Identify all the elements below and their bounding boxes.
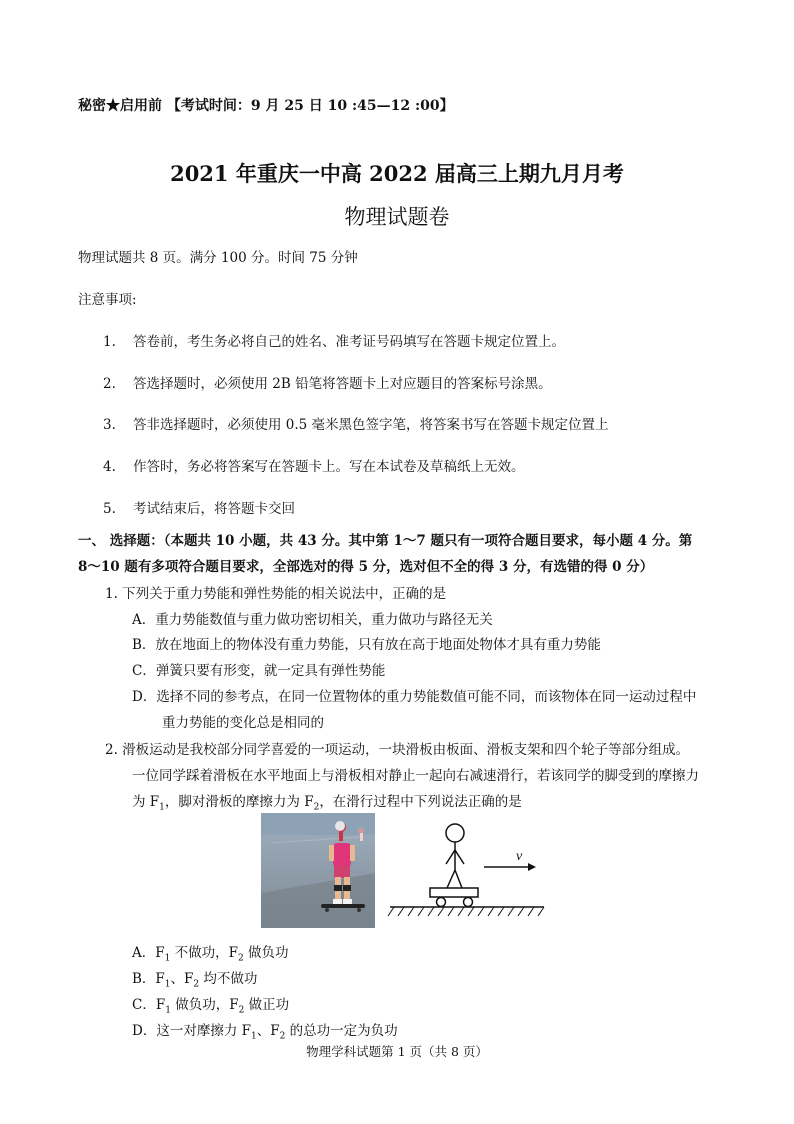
confidential-header: 秘密★启用前 【考试时间：9 月 25 日 10 :45—12 :00】 bbox=[78, 98, 454, 114]
exam-subtitle: 物理试题卷 bbox=[344, 205, 450, 229]
q1-option-d-cont: 重力势能的变化总是相同的 bbox=[162, 715, 324, 731]
exam-title: 2021 年重庆一中高 2022 届高三上期九月月考 bbox=[170, 161, 624, 186]
note-item bbox=[103, 330, 565, 350]
note-text: 考试结束后，将答题卡交回 bbox=[133, 501, 295, 517]
question-2-stem-cont2: 为 $F_1$，脚对滑板的摩擦力为 $F_2$，在滑行过程中下列说法正确的是 bbox=[132, 794, 522, 813]
note-number: 5. bbox=[103, 501, 116, 517]
note-text: 答非选择题时，必须使用 0.5 毫米黑色签字笔，将答案书写在答题卡规定位置上 bbox=[133, 417, 609, 433]
note-text: 答卷前，考生务必将自己的姓名、准考证号码填写在答题卡规定位置上。 bbox=[133, 334, 565, 350]
note-number: 1. bbox=[103, 334, 116, 350]
note-item bbox=[103, 455, 525, 475]
note-item bbox=[103, 372, 552, 392]
q1-option-c: C．弹簧只要有形变，就一定具有弹性势能 bbox=[132, 663, 386, 679]
section-heading: 一、 选择题：（本题共 10 小题，共 43 分。其中第 1～7 题只有一项符合题目要求，每小题 4 分。第 bbox=[78, 533, 693, 549]
q1-option-a: A．重力势能数值与重力做功密切相关，重力做功与路径无关 bbox=[132, 612, 493, 628]
notes-heading: 注意事项: bbox=[78, 292, 137, 308]
exam-info: 物理试题共 8 页。满分 100 分。时间 75 分钟 bbox=[78, 250, 358, 266]
q2-option-b: B．$F_1$、$F_2$ 均不做功 bbox=[132, 971, 258, 990]
q2-option-c: C．$F_1$ 做负功，$F_2$ 做正功 bbox=[132, 997, 290, 1016]
note-number: 4. bbox=[103, 459, 116, 475]
velocity-label: v bbox=[516, 849, 523, 864]
page-footer: 物理学科试题第 1 页（共 8 页） bbox=[306, 1044, 488, 1059]
note-item bbox=[103, 413, 609, 433]
question-2-stem: 2. 滑板运动是我校部分同学喜爱的一项运动，一块滑板由板面、滑板支架和四个轮子等部分组成。 bbox=[105, 742, 690, 758]
section-heading-cont: 8～10 题有多项符合题目要求，全部选对的得 5 分，选对但不全的得 3 分，有选错的得 0 分） bbox=[78, 559, 654, 575]
skateboard-diagram bbox=[386, 818, 548, 922]
q1-option-b: B．放在地面上的物体没有重力势能，只有放在高于地面处物体才具有重力势能 bbox=[132, 637, 601, 653]
note-text: 作答时，务必将答案写在答题卡上。写在本试卷及草稿纸上无效。 bbox=[133, 459, 525, 475]
skateboard-photo bbox=[261, 813, 375, 928]
note-item bbox=[103, 497, 295, 517]
note-number: 2. bbox=[103, 376, 116, 392]
question-2-stem-cont: 一位同学踩着滑板在水平地面上与滑板相对静止一起向右减速滑行，若该同学的脚受到的摩擦力 bbox=[132, 768, 699, 784]
q2-option-d: D．这一对摩擦力 $F_1$、$F_2$ 的总功一定为负功 bbox=[132, 1023, 398, 1042]
note-number: 3. bbox=[103, 417, 116, 433]
q2-option-a: A．$F_1$ 不做功，$F_2$ 做负功 bbox=[132, 945, 289, 964]
note-text: 答选择题时，必须使用 2B 铅笔将答题卡上对应题目的答案标号涂黑。 bbox=[133, 376, 552, 392]
q1-option-d: D．选择不同的参考点，在同一位置物体的重力势能数值可能不同，而该物体在同一运动过程中 bbox=[132, 689, 697, 705]
question-1-stem: 1. 下列关于重力势能和弹性势能的相关说法中，正确的是 bbox=[105, 586, 447, 602]
